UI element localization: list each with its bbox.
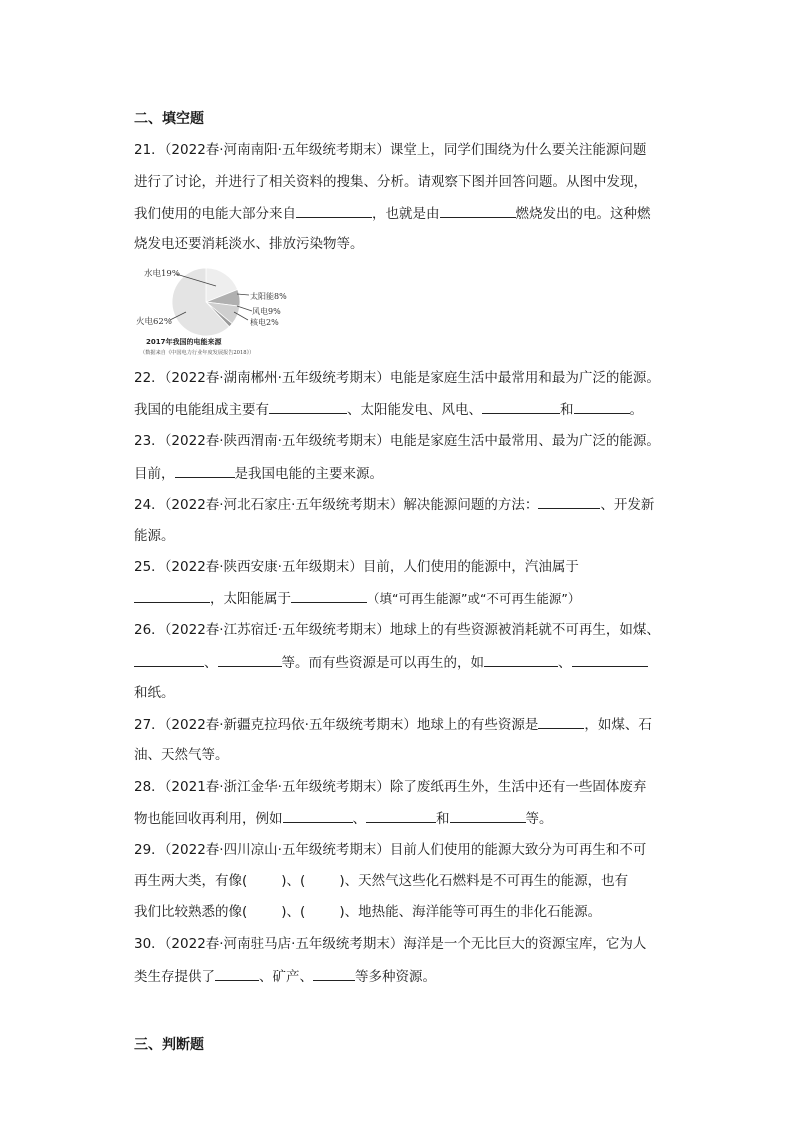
q27-blank-1[interactable] [538,714,584,729]
q28-text-a: 物也能回收再利用，例如 [134,811,283,827]
section-title-judgement: 三、判断题 [134,1037,204,1053]
q25-blank-2[interactable] [291,588,367,603]
q21-blank-1[interactable] [296,203,372,218]
q27-line2: 油、天然气等。 [134,747,229,763]
q25-text-a: ，太阳能属于 [210,591,291,607]
section-title-fill-in: 二、填空题 [134,111,204,127]
q21-line2: 进行了讨论，并进行了相关资料的搜集、分析。请观察下图并回答问题。从图中发现， [134,174,647,190]
q29-line1: 29．（2022春·四川凉山·五年级统考期末）目前人们使用的能源大致分为可再生和不可 [134,842,647,858]
q30-blank-2[interactable] [313,966,355,981]
q22-line2 [134,399,643,420]
q21-text-c: 燃烧发出的电。这种燃 [515,206,651,222]
q22-blank-2[interactable] [482,399,560,414]
q26-blank-3[interactable] [484,652,558,667]
q21-text-a: 我们使用的电能大部分来自 [134,206,296,222]
q29-text-c: )、天然气这些化石燃料是不可再生的能源，也有 [339,873,629,889]
q24-text-b: 、开发新 [600,497,655,513]
q29-line3 [134,902,601,922]
q24-line1 [134,494,654,515]
q28-text-d: 等。 [525,811,553,827]
q22-blank-1[interactable] [269,399,347,414]
label-thermal: 火电62% [136,317,172,327]
q22-blank-3[interactable] [574,399,630,414]
pie-slices [172,268,240,336]
q26-blank-4[interactable] [572,652,648,667]
q21-blank-2[interactable] [440,203,516,218]
q21-line3 [134,203,651,224]
q28-blank-3[interactable] [450,808,526,823]
q22-line1: 22．（2022春·湖南郴州·五年级统考期末）电能是家庭生活中最常用和最为广泛的能源。 [134,370,660,386]
q26-text-b: 等。而有些资源是可以再生的，如 [281,655,484,671]
label-wind: 风电9% [252,307,281,316]
q21-line4: 烧发电还要消耗淡水、排放污染物等。 [134,236,364,252]
label-solar: 太阳能8% [250,292,287,301]
q23-line2 [134,463,383,484]
q25-line1: 25．（2022春·陕西安康·五年级期末）目前，人们使用的能源中，汽油属于 [134,559,579,575]
q23-text-a: 目前， [134,466,175,482]
q28-line2 [134,808,553,829]
pie-svg [134,262,324,358]
q30-text-c: 等多种资源。 [355,969,436,985]
q26-blank-1[interactable] [134,652,204,667]
q28-text-b: 、 [352,811,366,827]
chart-title: 2017年我国的电能来源 [146,338,222,346]
q27-text-a: 27．（2022春·新疆克拉玛依·五年级统考期末）地球上的有些资源是 [134,717,539,733]
q26-line1: 26．（2022春·江苏宿迁·五年级统考期末）地球上的有些资源被消耗就不可再生，如煤、 [134,622,660,638]
q27-text-b: ，如煤、石 [584,717,652,733]
label-hydro: 水电19% [144,269,180,279]
q23-line1: 23．（2022春·陕西渭南·五年级统考期末）电能是家庭生活中最常用、最为广泛的能源。 [134,433,660,449]
q28-text-c: 和 [436,811,450,827]
q29-text-a: 再生两大类，有像( [134,873,248,889]
q21-line1: 21．（2022春·河南南阳·五年级统考期末）课堂上，同学们围绕为什么要关注能源问题 [134,142,647,158]
q22-text-b: 、太阳能发电、风电、 [347,402,482,418]
q29-text-e: )、( [281,904,306,920]
q30-text-b: 、矿产、 [259,969,313,985]
q26-text-c: 、 [558,655,572,671]
q25-text-b: （填“可再生能源”或“不可再生能源”） [367,591,581,606]
q30-blank-1[interactable] [215,966,259,981]
q22-text-c: 和 [560,402,574,418]
q21-text-b: ，也就是由 [372,206,440,222]
q22-text-a: 我国的电能组成主要有 [134,402,269,418]
q29-text-b: )、( [281,873,306,889]
q26-line2 [134,652,648,673]
q29-text-f: )、地热能、海洋能等可再生的非化石能源。 [339,904,602,920]
q28-blank-2[interactable] [366,808,436,823]
q26-line3: 和纸。 [134,685,175,701]
q25-line2 [134,588,580,609]
q26-text-a: 、 [204,655,218,671]
q24-line2: 能源。 [134,528,175,544]
q28-blank-1[interactable] [283,808,353,823]
label-nuclear: 核电2% [250,318,279,327]
q27-line1 [134,714,652,735]
energy-pie-chart [134,262,324,358]
q26-blank-2[interactable] [218,652,282,667]
q30-line1: 30．（2022春·河南驻马店·五年级统考期末）海洋是一个无比巨大的资源宝库，它为人 [134,936,647,952]
q25-blank-1[interactable] [134,588,210,603]
q30-line2 [134,966,436,987]
q29-text-d: 我们比较熟悉的像( [134,904,248,920]
q28-line1: 28．（2021春·浙江金华·五年级统考期末）除了废纸再生外，生活中还有一些固体废弃 [134,779,647,795]
q24-text-a: 24．（2022春·河北石家庄·五年级统考期末）解决能源问题的方法： [134,497,539,513]
q23-blank-1[interactable] [175,463,235,478]
q29-line2 [134,871,628,891]
q23-text-b: 是我国电能的主要来源。 [234,466,383,482]
q30-text-a: 类生存提供了 [134,969,215,985]
chart-source: （数据来自《中国电力行业年度发展报告2018》） [140,350,255,356]
q24-blank-1[interactable] [538,494,600,509]
q22-text-d: 。 [629,402,643,418]
